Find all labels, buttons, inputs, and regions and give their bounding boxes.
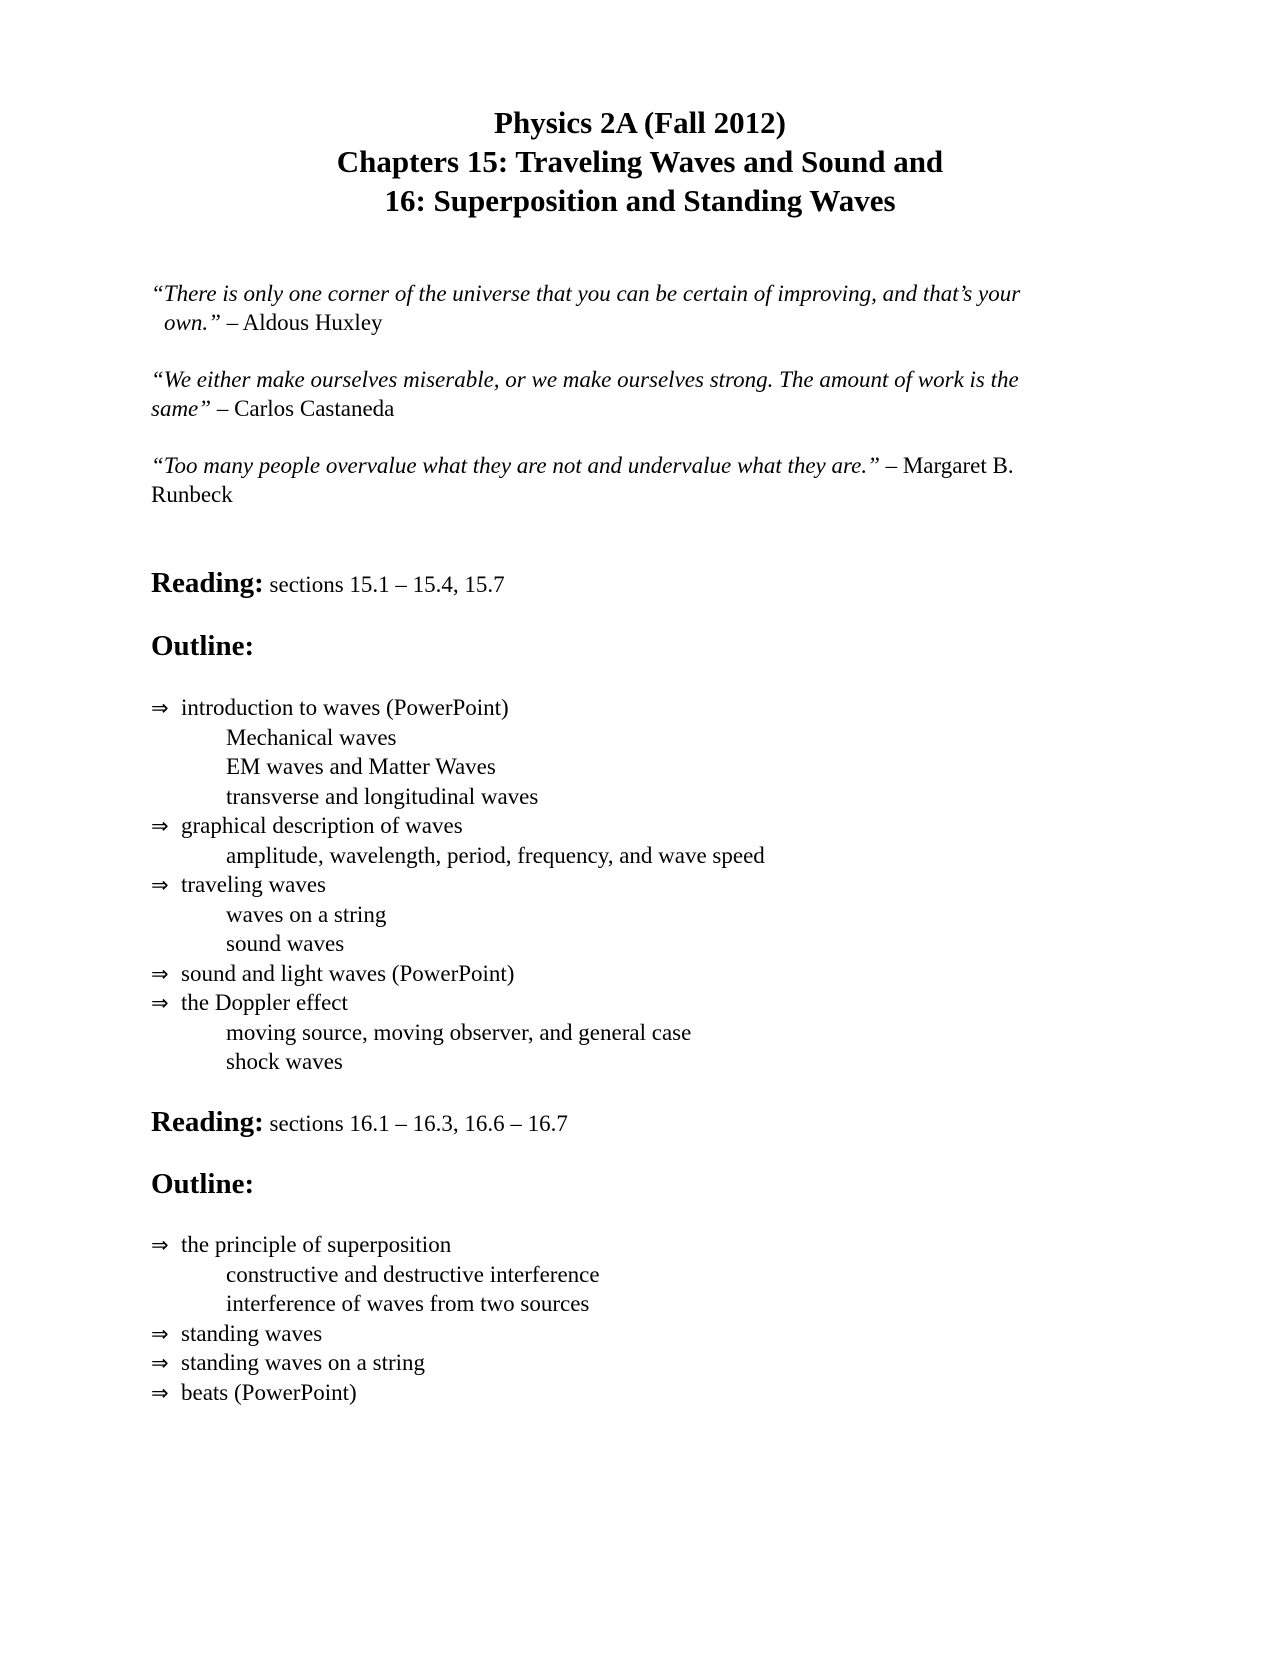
outline-list-chapter-16: [151, 1230, 600, 1407]
implies-arrow-icon: ⇒: [151, 1380, 169, 1405]
implies-arrow-icon: ⇒: [151, 696, 169, 720]
quote-text: “Too many people overvalue what they are not and undervalue what they are.”: [151, 453, 880, 478]
list-item: waves on a string: [226, 901, 387, 927]
outline-heading: Outline:: [151, 1168, 255, 1200]
quote-runbeck: [151, 451, 1131, 509]
implies-arrow-icon: ⇒: [151, 991, 169, 1015]
outline-list-chapter-15: [151, 693, 765, 1077]
quote-castaneda: [151, 365, 1131, 423]
reading-sections: sections 16.1 – 16.3, 16.6 – 16.7: [263, 1111, 568, 1136]
list-item: EM waves and Matter Waves: [226, 754, 496, 779]
document-title: [0, 103, 1280, 220]
title-line-2: Chapters 15: Traveling Waves and Sound and: [336, 144, 944, 179]
quote-text: “We either make ourselves miserable, or we make ourselves strong. The amount of work is the: [151, 367, 1019, 392]
quote-text: same”: [151, 396, 212, 421]
reading-sections: sections 15.1 – 15.4, 15.7: [263, 572, 505, 597]
list-item: transverse and longitudinal waves: [226, 783, 539, 809]
list-item: ⇒ the Doppler effect: [151, 988, 765, 1018]
list-item: ⇒ introduction to waves (PowerPoint): [151, 693, 765, 723]
list-item: ⇒ graphical description of waves: [151, 811, 765, 841]
outline-heading: Outline:: [151, 630, 255, 662]
quote-text: “There is only one corner of the universe that you can be certain of improving, and that’s your: [151, 281, 1021, 306]
list-item: ⇒ standing waves: [151, 1319, 600, 1349]
reading-label: Reading:: [151, 567, 264, 599]
implies-arrow-icon: ⇒: [151, 873, 169, 897]
list-item: ⇒ traveling waves: [151, 870, 765, 900]
implies-arrow-icon: ⇒: [151, 814, 169, 838]
quote-text: own.”: [164, 310, 221, 335]
list-item: constructive and destructive interference: [226, 1261, 600, 1287]
quote-huxley: [151, 279, 1131, 337]
implies-arrow-icon: ⇒: [151, 1233, 169, 1257]
list-item: ⇒ beats (PowerPoint): [151, 1378, 600, 1408]
reading-chapter-15: [151, 567, 505, 601]
list-item: amplitude, wavelength, period, frequency, and wave speed: [226, 842, 765, 868]
reading-label: Reading:: [151, 1106, 264, 1138]
list-item: Mechanical waves: [226, 724, 397, 750]
list-item: ⇒ sound and light waves (PowerPoint): [151, 959, 765, 989]
reading-chapter-16: [151, 1106, 568, 1140]
list-item: shock waves: [226, 1049, 343, 1074]
title-line-3: 16: Superposition and Standing Waves: [384, 183, 896, 218]
list-item: sound waves: [226, 931, 345, 956]
title-line-1: Physics 2A (Fall 2012): [494, 105, 786, 140]
list-item: ⇒ standing waves on a string: [151, 1348, 600, 1378]
implies-arrow-icon: ⇒: [151, 1321, 169, 1346]
quote-attribution: – Margaret B.: [879, 453, 1014, 478]
quote-attribution: – Carlos Castaneda: [211, 396, 395, 421]
list-item: interference of waves from two sources: [226, 1291, 590, 1316]
implies-arrow-icon: ⇒: [151, 961, 169, 986]
quote-attribution: Runbeck: [151, 482, 233, 507]
list-item: moving source, moving observer, and general case: [226, 1019, 692, 1045]
quote-attribution: – Aldous Huxley: [220, 310, 383, 335]
implies-arrow-icon: ⇒: [151, 1351, 169, 1375]
list-item: ⇒ the principle of superposition: [151, 1230, 600, 1260]
